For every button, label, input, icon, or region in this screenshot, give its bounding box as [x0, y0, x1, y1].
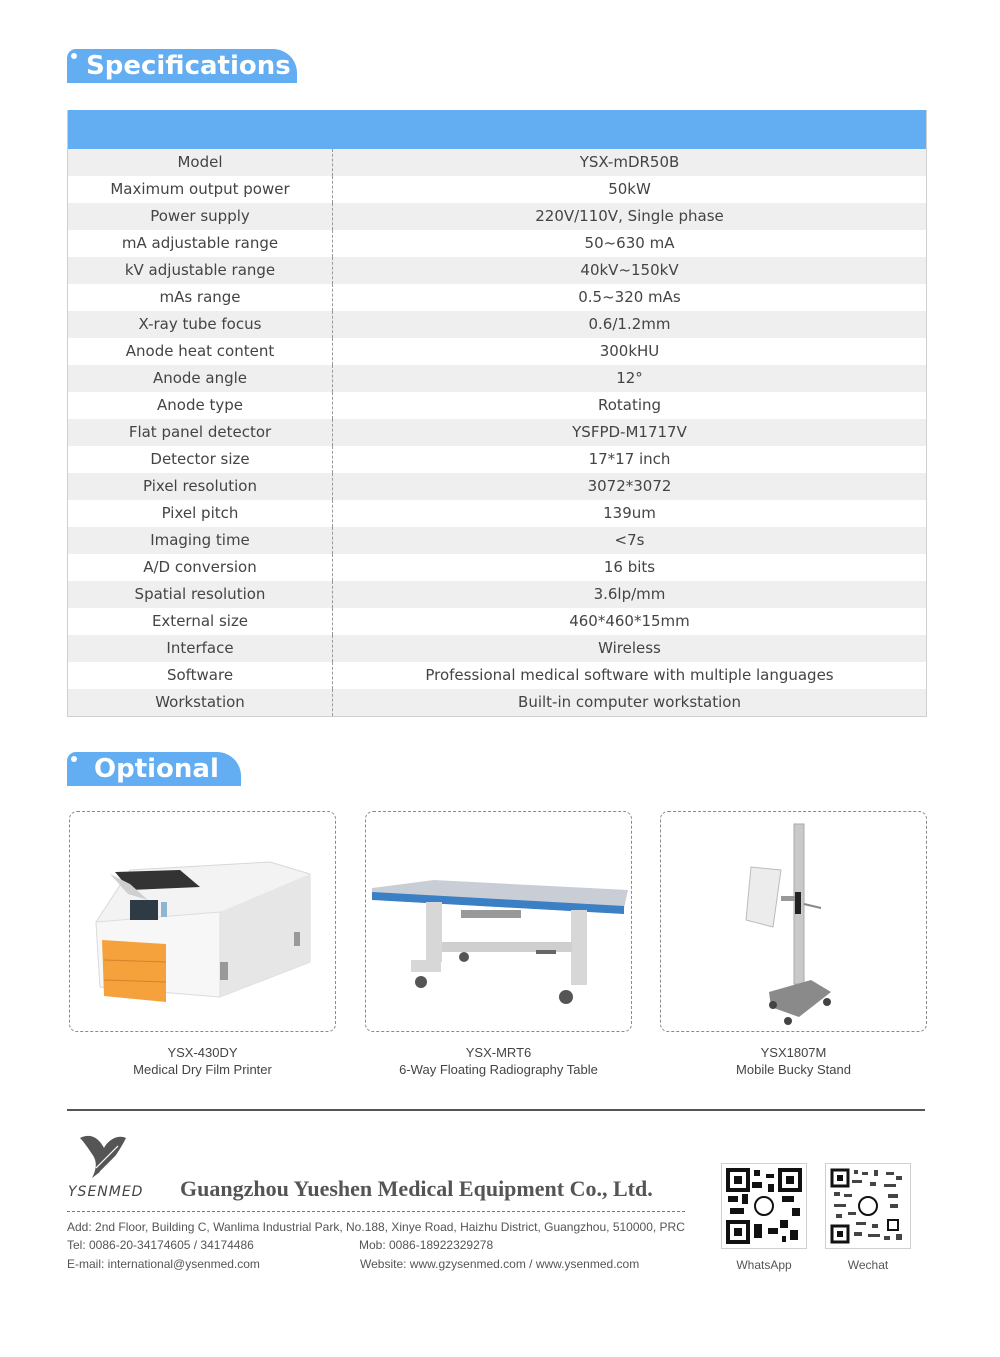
table-row: [68, 365, 926, 392]
spec-value: YSFPD-M1717V: [572, 423, 687, 441]
spec-value: Wireless: [598, 639, 661, 657]
spec-value: 50kW: [608, 180, 651, 198]
whatsapp-qr-code[interactable]: [721, 1163, 807, 1249]
table-row: [68, 284, 926, 311]
address-text: Add: 2nd Floor, Building C, Wanlima Industrial Park, No.188, Xinye Road, Haizhu District, Guangzhou, 510000, PRC: [67, 1220, 685, 1234]
radiography-table-image: [366, 812, 631, 1031]
spec-label: Spatial resolution: [68, 581, 333, 608]
table-row: [68, 581, 926, 608]
table-row: [68, 500, 926, 527]
spec-label: Anode type: [68, 392, 333, 419]
wechat-label: Wechat: [847, 1258, 889, 1272]
spec-value: <7s: [614, 531, 645, 549]
company-name: Guangzhou Yueshen Medical Equipment Co., Ltd.: [180, 1176, 653, 1201]
footer-dashed-divider: [67, 1211, 685, 1212]
spec-label: External size: [68, 608, 333, 635]
qr-code-icon: [826, 1164, 910, 1248]
spec-value: 220V/110V, Single phase: [535, 207, 724, 225]
specifications-title-text: Specifications: [86, 51, 291, 81]
table-row: [68, 689, 926, 716]
spec-value: Built-in computer workstation: [518, 693, 741, 711]
product-card-printer[interactable]: [69, 811, 336, 1078]
spec-value: YSX-mDR50B: [579, 153, 680, 171]
website-link[interactable]: Website: www.gzysenmed.com / www.ysenmed.com: [360, 1257, 640, 1271]
spec-label: mAs range: [68, 284, 333, 311]
table-row: [68, 149, 926, 176]
table-row: [68, 338, 926, 365]
table-row: [68, 527, 926, 554]
product-name: Medical Dry Film Printer: [133, 1062, 272, 1077]
spec-label: Pixel pitch: [68, 500, 333, 527]
spec-label: mA adjustable range: [68, 230, 333, 257]
spec-label: Detector size: [68, 446, 333, 473]
product-image-frame: [365, 811, 632, 1032]
spec-value: 3072*3072: [587, 477, 672, 495]
spec-value: 300kHU: [599, 342, 660, 360]
spec-label: Pixel resolution: [68, 473, 333, 500]
spec-value: 0.6/1.2mm: [588, 315, 671, 333]
spec-label: Maximum output power: [68, 176, 333, 203]
spec-label: Anode heat content: [68, 338, 333, 365]
spec-value: 16 bits: [603, 558, 656, 576]
table-row: [68, 662, 926, 689]
spec-label: Anode angle: [68, 365, 333, 392]
spec-value: 17*17 inch: [588, 450, 671, 468]
spec-value: 460*460*15mm: [569, 612, 690, 630]
spec-value: 3.6lp/mm: [593, 585, 666, 603]
product-image-frame: [660, 811, 927, 1032]
mobile-bucky-stand-image: [661, 812, 926, 1031]
table-row: [68, 203, 926, 230]
table-row: [68, 257, 926, 284]
email-link[interactable]: E-mail: international@ysenmed.com: [67, 1257, 260, 1271]
spec-label: Flat panel detector: [68, 419, 333, 446]
optional-heading: [67, 752, 241, 786]
ysenmed-logo-icon: [78, 1132, 130, 1180]
table-row: [68, 392, 926, 419]
table-row: [68, 230, 926, 257]
table-row: [68, 419, 926, 446]
table-row: [68, 635, 926, 662]
bullet-dot-icon: [71, 756, 77, 762]
table-row: [68, 176, 926, 203]
spec-label: Software: [68, 662, 333, 689]
product-model: YSX-MRT6: [465, 1045, 532, 1060]
table-row: [68, 311, 926, 338]
dry-film-printer-image: [70, 812, 335, 1031]
spec-label: Interface: [68, 635, 333, 662]
product-card-table[interactable]: [365, 811, 632, 1078]
table-row: [68, 473, 926, 500]
spec-value: 0.5~320 mAs: [578, 288, 681, 306]
spec-value: 50~630 mA: [584, 234, 675, 252]
table-header-bar: [68, 110, 926, 149]
spec-value: 12°: [616, 369, 643, 387]
product-name: 6-Way Floating Radiography Table: [399, 1062, 598, 1077]
specifications-table: [67, 110, 927, 717]
spec-label: kV adjustable range: [68, 257, 333, 284]
spec-label: A/D conversion: [68, 554, 333, 581]
spec-label: Imaging time: [68, 527, 333, 554]
table-body: [68, 149, 926, 716]
bullet-dot-icon: [71, 53, 77, 59]
optional-title-text: Optional: [94, 754, 219, 784]
spec-value: 40kV~150kV: [580, 261, 679, 279]
spec-label: Model: [68, 149, 333, 176]
tel-text: Tel: 0086-20-34174605 / 34174486: [67, 1238, 254, 1252]
spec-label: Workstation: [68, 689, 333, 716]
spec-value: 139um: [603, 504, 656, 522]
brand-name: YSENMED: [68, 1184, 144, 1200]
footer-divider: [67, 1109, 925, 1111]
spec-value: Professional medical software with multiple languages: [425, 666, 834, 684]
qr-code-icon: [722, 1164, 806, 1248]
product-model: YSX1807M: [760, 1045, 827, 1060]
spec-label: Power supply: [68, 203, 333, 230]
spec-value: Rotating: [597, 396, 662, 414]
product-image-frame: [69, 811, 336, 1032]
product-name: Mobile Bucky Stand: [736, 1062, 851, 1077]
table-row: [68, 608, 926, 635]
table-row: [68, 446, 926, 473]
table-row: [68, 554, 926, 581]
wechat-qr-code[interactable]: [825, 1163, 911, 1249]
product-model: YSX-430DY: [167, 1045, 238, 1060]
whatsapp-label: WhatsApp: [736, 1258, 792, 1272]
specifications-heading: [67, 49, 297, 83]
mobile-text: Mob: 0086-18922329278: [359, 1238, 494, 1252]
product-card-bucky-stand[interactable]: [660, 811, 927, 1078]
spec-label: X-ray tube focus: [68, 311, 333, 338]
